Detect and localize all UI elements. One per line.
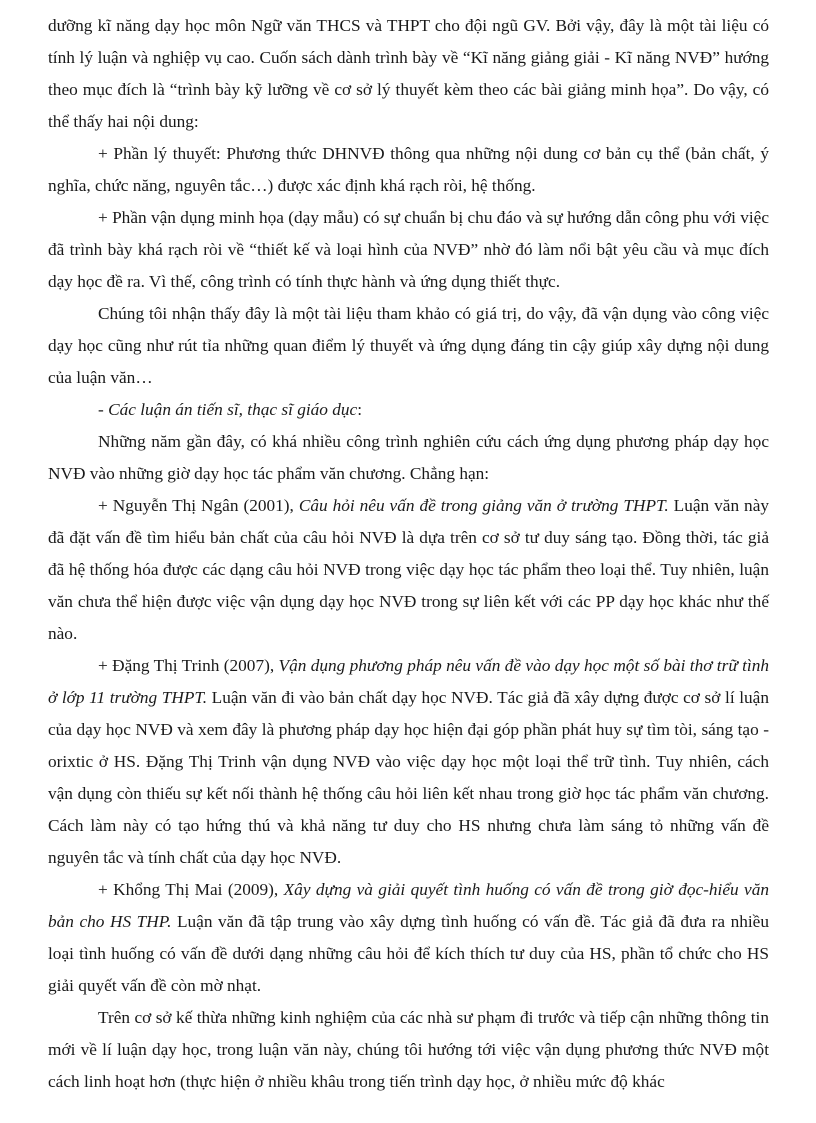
work-mai-title: Xây dựng và giải quyết tình huống có vấn đề trong giờ đọc-hiểu văn bản cho HS THP.: [48, 880, 769, 931]
paragraph-theses-heading: [48, 394, 769, 426]
paragraph-conclusion: Trên cơ sở kế thừa những kinh nghiệm của các nhà sư phạm đi trước và tiếp cận những thông tin mới về lí luận dạy học, trong luận văn này, chúng tôi hướng tới việc vận dụng phương thức NVĐ một cách linh hoạt hơn (thực hiện ở nhiều khâu trong tiến trình dạy học, ở nhiều mức độ khác: [48, 1008, 769, 1091]
paragraph-recent-works: Những năm gần đây, có khá nhiều công trình nghiên cứu cách ứng dụng phương pháp dạy học NVĐ vào những giờ dạy học tác phẩm văn chương. Chẳng hạn:: [48, 432, 769, 483]
theses-heading-colon: :: [357, 400, 363, 419]
work-ngan-summary: Luận văn này đã đặt vấn đề tìm hiểu bản chất của câu hỏi NVĐ là dựa trên cơ sở tư duy sáng tạo. Đồng thời, tác giả đã hệ thống hóa được các dạng câu hỏi NVĐ trong việc dạy học tác phẩm theo loại thể. Tuy nhiên, luận văn chưa thể hiện được việc vận dụng dạy học NVĐ trong sự liên kết với các PP dạy học khác như thế nào.: [48, 496, 769, 643]
work-mai-summary: Luận văn đã tập trung vào xây dựng tình huống có vấn đề. Tác giả đã đưa ra nhiều loại tình huống có vấn đề dưới dạng những câu hỏi để kích thích tư duy của HS, phần tổ chức cho HS giải quyết vấn đề còn mờ nhạt.: [48, 912, 769, 995]
paragraph-assessment: Chúng tôi nhận thấy đây là một tài liệu tham khảo có giá trị, do vậy, đã vận dụng vào công việc dạy học cũng như rút tỉa những quan điểm lý thuyết và ứng dụng đáng tin cậy giúp xây dựng nội dung của luận văn…: [48, 304, 769, 387]
paragraph-work-ngan: [48, 490, 769, 650]
paragraph-work-trinh: [48, 650, 769, 874]
theses-heading-text: Các luận án tiến sĩ, thạc sĩ giáo dục: [108, 400, 358, 419]
work-trinh-author: + Đặng Thị Trinh (2007),: [98, 656, 279, 675]
document-page: [48, 10, 769, 1098]
theses-heading-dash: -: [98, 400, 109, 419]
work-mai-author: + Khổng Thị Mai (2009),: [98, 880, 284, 899]
work-trinh-summary: Luận văn đi vào bản chất dạy học NVĐ. Tác giả đã xây dựng được cơ sở lí luận của dạy học NVĐ và xem đây là phương pháp dạy học hiện đại góp phần phát huy sự tìm tòi, sáng tạo - orixtic ở HS. Đặng Thị Trinh vận dụng NVĐ vào việc dạy học một loại thể trữ tình. Tuy nhiên, cách vận dụng còn thiếu sự kết nối thành hệ thống câu hỏi liên kết nhau trong giờ học tác phẩm văn chương. Cách làm này có tạo hứng thú và khả năng tư duy cho HS nhưng chưa làm sáng tỏ những vấn đề nguyên tắc và tính chất của dạy học NVĐ.: [48, 688, 769, 867]
paragraph-work-mai: [48, 874, 769, 1002]
paragraph-application-part: + Phần vận dụng minh họa (dạy mẫu) có sự chuẩn bị chu đáo và sự hướng dẫn công phu với việc đã trình bày khá rạch ròi về “thiết kế và loại hình của NVĐ” nhờ đó làm nổi bật yêu cầu và mục đích dạy học đề ra. Vì thế, công trình có tính thực hành và ứng dụng thiết thực.: [48, 208, 769, 291]
work-ngan-author: + Nguyễn Thị Ngân (2001),: [98, 496, 299, 515]
paragraph-theory-part: + Phần lý thuyết: Phương thức DHNVĐ thông qua những nội dung cơ bản cụ thể (bản chất, ý nghĩa, chức năng, nguyên tắc…) được xác định khá rạch ròi, hệ thống.: [48, 144, 769, 195]
work-ngan-title: Câu hỏi nêu vấn đề trong giảng văn ở trường THPT.: [298, 496, 669, 515]
work-trinh-title: Vận dụng phương pháp nêu vấn đề vào dạy học một số bài thơ trữ tình ở lớp 11 trường THPT.: [48, 656, 769, 707]
paragraph-intro: dưỡng kĩ năng dạy học môn Ngữ văn THCS và THPT cho đội ngũ GV. Bởi vậy, đây là một tài liệu có tính lý luận và nghiệp vụ cao. Cuốn sách dành trình bày về “Kĩ năng giảng giải - Kĩ năng NVĐ” hướng theo mục đích là “trình bày kỹ lưỡng về cơ sở lý thuyết kèm theo các bài giảng minh họa”. Do vậy, có thể thấy hai nội dung:: [48, 16, 769, 131]
